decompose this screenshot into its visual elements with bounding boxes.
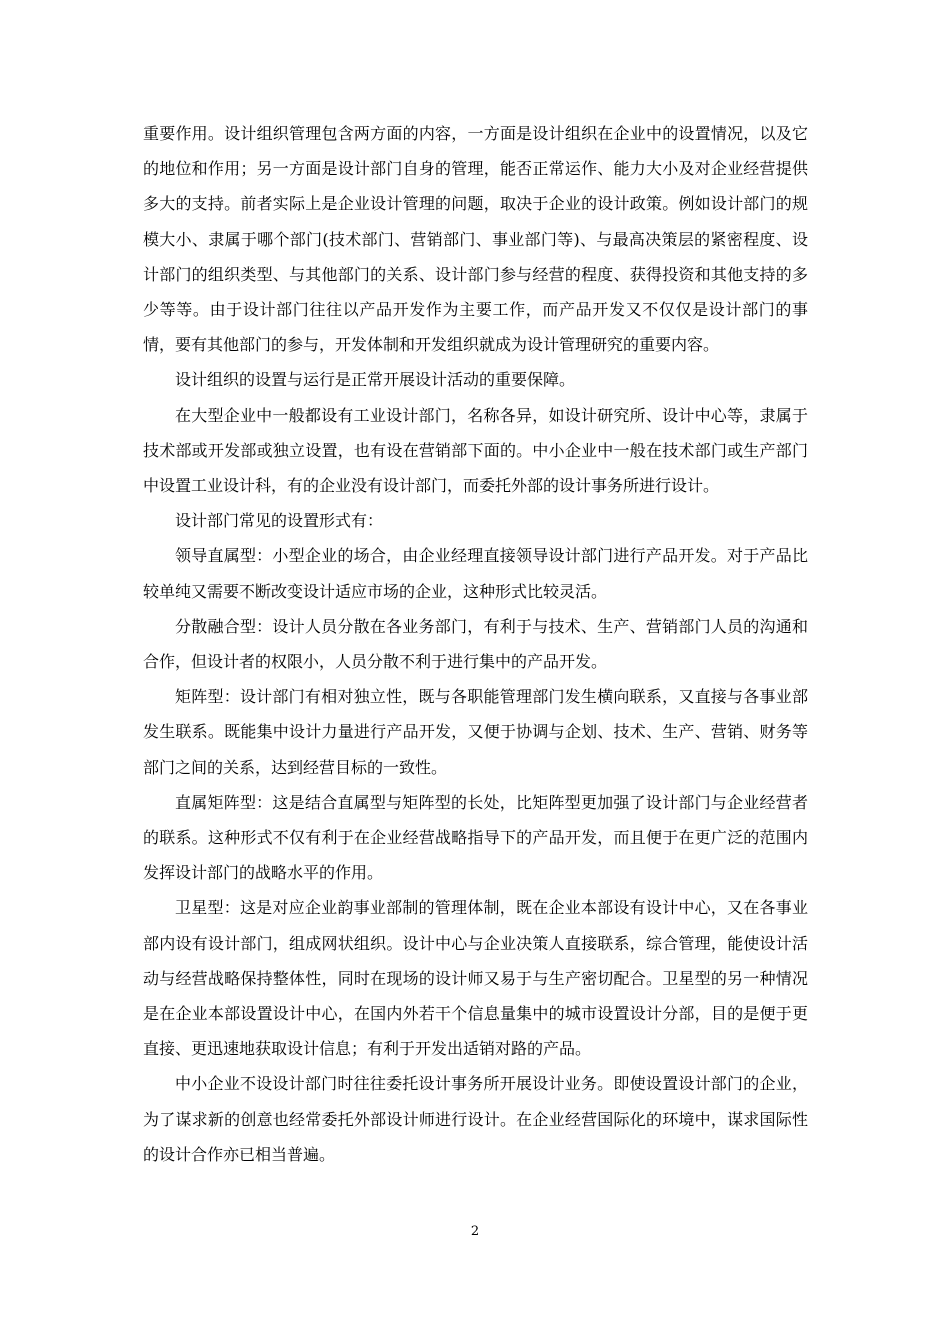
paragraph: 在大型企业中一般都设有工业设计部门，名称各异，如设计研究所、设计中心等，隶属于技术部或开发部或独立设置，也有设在营销部下面的。中小企业中一般在技术部门或生产部门中设置工业设计科，有的企业没有设计部门，而委托外部的设计事务所进行设计。	[143, 405, 808, 496]
page-number: 2	[470, 1224, 480, 1239]
paragraph: 设计组织的设置与运行是正常开展设计活动的重要保障。	[175, 370, 576, 390]
paragraph: 分散融合型：设计人员分散在各业务部门，有利于与技术、生产、营销部门人员的沟通和合作，但设计者的权限小，人员分散不利于进行集中的产品开发。	[143, 616, 808, 672]
body-text	[143, 116, 808, 1172]
paragraph: 矩阵型：设计部门有相对独立性，既与各职能管理部门发生横向联系，又直接与各事业部发生联系。既能集中设计力量进行产品开发，又便于协调与企划、技术、生产、营销、财务等部门之间的关系，达到经营目标的一致性。	[143, 687, 808, 777]
paragraph: 中小企业不设设计部门时往往委托设计事务所开展设计业务。即使设置设计部门的企业，为了谋求新的创意也经常委托外部设计师进行设计。在企业经营国际化的环境中，谋求国际性的设计合作亦已相当普遍。	[143, 1074, 808, 1164]
paragraph-continuation: 重要作用。设计组织管理包含两方面的内容，一方面是设计组织在企业中的设置情况，以及它的地位和作用；另一方面是设计部门自身的管理，能否正常运作、能力大小及对企业经营提供多大的支持。前者实际上是企业设计管理的问题，取决于企业的设计政策。例如设计部门的规模大小、隶属于哪个部门(技术部门、营销部门、事业部门等)、与最高决策层的紧密程度、设计部门的组织类型、与其他部门的关系、设计部门参与经营的程度、获得投资和其他支持的多少等等。由于设计部门往往以产品开发作为主要工作，而产品开发又不仅仅是设计部门的事情，要有其他部门的参与，开发体制和开发组织就成为设计管理研究的重要内容。	[143, 124, 808, 355]
paragraph: 设计部门常见的设置形式有：	[175, 511, 384, 531]
paragraph: 直属矩阵型：这是结合直属型与矩阵型的长处，比矩阵型更加强了设计部门与企业经营者的联系。这种形式不仅有利于在企业经营战略指导下的产品开发，而且便于在更广泛的范围内发挥设计部门的战略水平的作用。	[143, 792, 808, 883]
paragraph: 领导直属型：小型企业的场合，由企业经理直接领导设计部门进行产品开发。对于产品比较单纯又需要不断改变设计适应市场的企业，这种形式比较灵活。	[143, 546, 808, 601]
paragraph: 卫星型：这是对应企业韵事业部制的管理体制，既在企业本部设有设计中心，又在各事业部内设有设计部门，组成网状组织。设计中心与企业决策人直接联系，综合管理，能使设计活动与经营战略保持整体性，同时在现场的设计师又易于与生产密切配合。卫星型的另一种情况是在企业本部设置设计中心，在国内外若干个信息量集中的城市设置设计分部，目的是便于更直接、更迅速地获取设计信息；有利于开发出适销对路的产品。	[143, 898, 808, 1059]
